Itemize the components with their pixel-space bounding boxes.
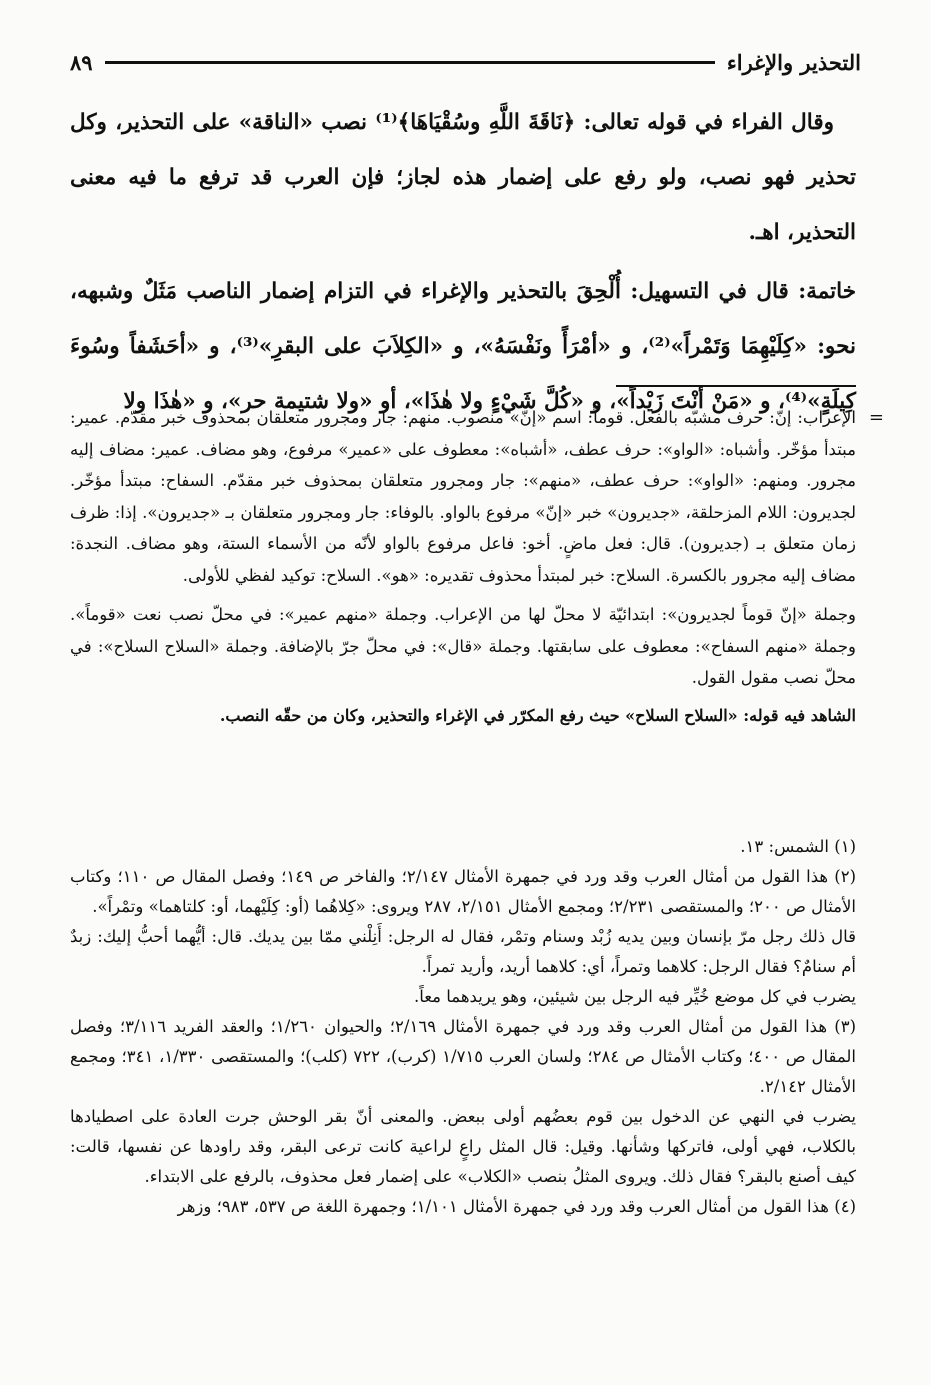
continuation-marker: = bbox=[868, 407, 884, 428]
footnote-2: (٢) هذا القول من أمثال العرب وقد ورد في جمهرة الأمثال ٢/١٤٧؛ والفاخر ص ١٤٩؛ وفصل المقال ص ١١٠؛ وكتاب الأمثال ص ٢٠٠؛ والمستقصى ٢/٢٣١؛ ومجمع الأمثال ٢/١٥١، ٢٨٧ ويروى: «كِلاهُما (أو: كِلَيْهما، أو: كلتاهما» وتمْراً». bbox=[70, 867, 857, 916]
footnote-2-usage: يضرب في كل موضع خُيِّر فيه الرجل بين شيئين، وهو يريدهما معاً. bbox=[413, 987, 856, 1006]
irab-paragraph: الإعراب: إنّ: حرف مشبّه بالفعل. قوماً: اسم «إنّ» منصوب. منهم: جار ومجرور متعلقان بمحذوف خبر مقدّم. عمير: مبتدأ مؤخّر. وأشباه: «الواو»: حرف عطف، «أشباه»: معطوف على «عمير» مرفوع، وهو مضاف. عمير: مضاف إليه مجرور. ومنهم: «الواو»: حرف عطف، «منهم»: جار ومجرور متعلقان بمحذوف خبر مقدّم. السفاح: مبتدأ مؤخّر. لجديرون: اللام المزحلقة، «جديرون» خبر «إنّ» مرفوع بالواو. بالوفاء: جار ومجرور متعلقان بـ «جديرون». إذا: ظرف زمان متعلق بـ (جديرون). قال: فعل ماضٍ. أخو: فاعل مرفوع بالواو لأنّه من الأسماء الستة، وهو مضاف. النجدة: مضاف إليه مجرور بالكسرة. السلاح: خبر لمبتدأ محذوف تقديره: «هو». السلاح: توكيد لفظي للأولى. bbox=[70, 408, 856, 585]
running-title: التحذير والإغراء bbox=[726, 49, 861, 75]
main-paragraph-2: خاتمة: قال في التسهيل: أُلْحِقَ بالتحذير والإغراء في التزام إضمار الناصب مَثَلٌ وشبهه، نحو: «كِلَيْهِمَا وَتَمْراً»⁽²⁾، و «أمْرَأً ونَفْسَهُ»، و «الكِلاَبَ على البقرِ»⁽³⁾، و «أحَشَفاً وسُوءَ كِيلَةٍ»⁽⁴⁾، و «مَنْ أنْتَ زَيْداً»، و «كُلَّ شَيْءٍ ولا هٰذَا»، أو «ولا شتيمة حر»، و «هٰذَا ولا bbox=[70, 279, 856, 414]
footnotes bbox=[70, 832, 856, 1222]
footnote-separator bbox=[616, 385, 856, 387]
sentences-paragraph: وجملة «إنّ قوماً لجديرون»: ابتدائيّة لا محلّ لها من الإعراب. وجملة «منهم عمير»: في محلّ نصب نعت «قوماً». وجملة «منهم السفاح»: معطوف على سابقتها. وجملة «قال»: في محلّ جرّ بالإضافة. وجملة «السلاح السلاح»: في محلّ نصب مقول القول. bbox=[70, 605, 856, 687]
irab-section bbox=[70, 402, 884, 731]
page-header bbox=[70, 42, 861, 82]
main-paragraph-1: وقال الفراء في قوله تعالى: ﴿نَاقَةَ اللَّهِ وسُقْيَاهَا﴾⁽¹⁾ نصب «الناقة» على التحذير، وكل تحذير فهو نصب، ولو رفع على إضمار هذه لجاز؛ فإن العرب قد ترفع ما فيه معنى التحذير، اهـ. bbox=[70, 110, 856, 245]
shahid-paragraph: الشاهد فيه قوله: «السلاح السلاح» حيث رفع المكرّر في الإغراء والتحذير، وكان من حقّه النصب. bbox=[219, 705, 856, 725]
main-text bbox=[70, 95, 856, 429]
footnote-1: (١) الشمس: ١٣. bbox=[740, 837, 856, 856]
footnote-3: (٣) هذا القول من أمثال العرب وقد ورد في جمهرة الأمثال ٢/١٦٩؛ والحيوان ١/٢٦٠؛ والعقد الفريد ٣/١١٦؛ وفصل المقال ص ٤٠٠؛ وكتاب الأمثال ص ٢٨٤؛ ولسان العرب ١/٧١٥ (كرب)، ٧٢٢ (كلب)؛ والمستقصى ١/٣٣٠، ٣٤١؛ ومجمع الأمثال ٢/١٤٢. bbox=[70, 1017, 857, 1096]
footnote-4: (٤) هذا القول من أمثال العرب وقد ورد في جمهرة الأمثال ١/١٠١؛ وجمهرة اللغة ص ٥٣٧، ٩٨٣؛ وزهر bbox=[177, 1197, 856, 1216]
header-rule bbox=[105, 61, 715, 64]
page-number: ٨٩ bbox=[70, 49, 93, 75]
footnote-3-explanation: يضرب في النهي عن الدخول بين قوم بعضُهم أولى ببعض. والمعنى أنّ بقر الوحش جرت العادة على اصطيادها بالكلاب، فهي أولى، فاتركها وشأنها. وقيل: قال المثل راعٍ لراعية كانت ترعى البقر، وقد راودها عن نفسها، قالت: كيف أصنع بالبقر؟ فقال ذلك. ويروى المثلُ بنصب «الكلاب» على إضمار فعل محذوف، بالرفع على الابتداء. bbox=[70, 1107, 856, 1186]
footnote-2-explanation: قال ذلك رجل مرّ بإنسان وبين يديه زُبْد وسنام وتمْر، فقال له الرجل: أَنِلْني ممّا بين يديك. قال: أيُّهما أحبُّ إليك: زبدٌ أم سنامٌ؟ فقال الرجل: كلاهما وتمراً، أي: كلاهما أريد، وأريد تمراً. bbox=[70, 927, 856, 976]
